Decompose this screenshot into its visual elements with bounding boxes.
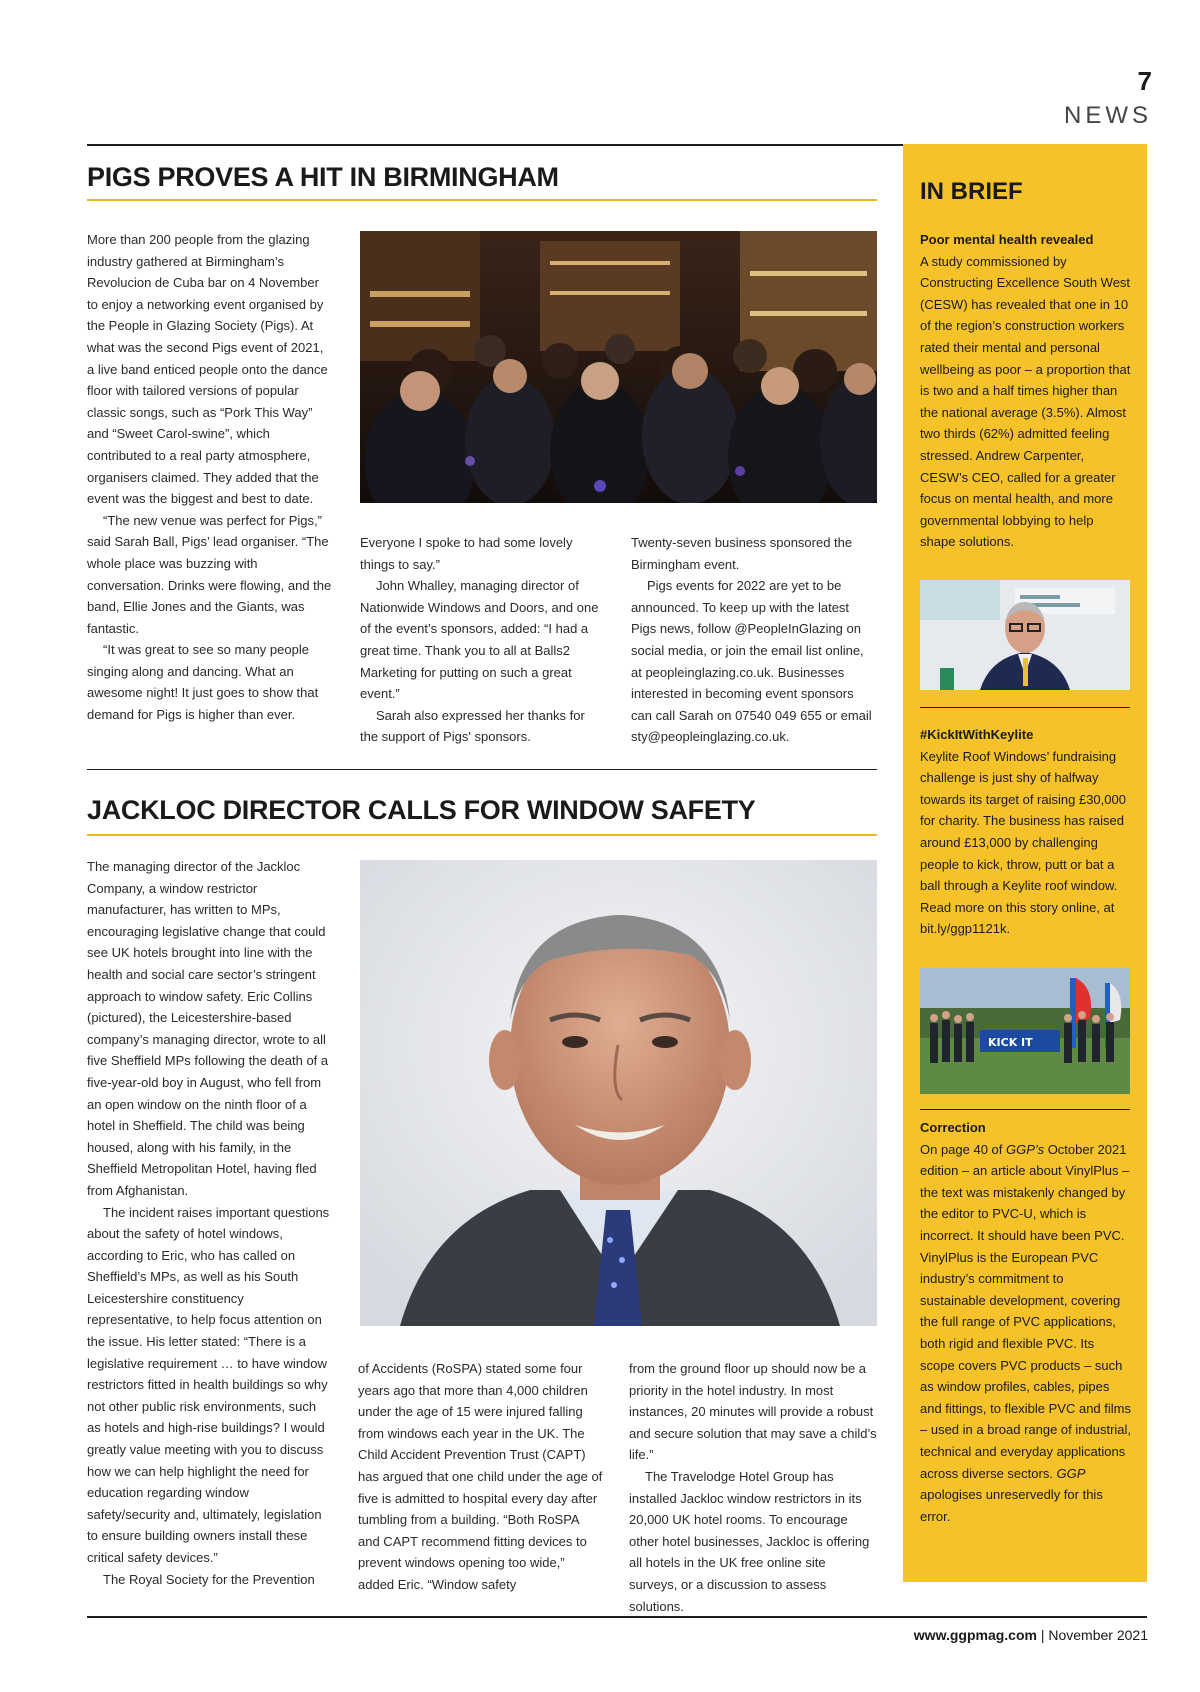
brief-body: Keylite Roof Windows’ fundraising challenge is just shy of halfway towards its target of raising £30,000 for charity. The business has raised around £13,000 by challenging people to kick, throw, putt or bat a ball through a Keylite roof window. Read more on this story online, at bit.ly/ggp1121k. (920, 748, 1126, 937)
article1-column-1 (87, 229, 333, 726)
article2-column-3 (629, 1358, 877, 1617)
andrew-carpenter-photo (920, 580, 1130, 690)
paragraph: “It was great to see so many people singing along and dancing. What an awesome night! It just goes to show that demand for Pigs is higher than ever. (87, 642, 319, 723)
article2-headline: JACKLOC DIRECTOR CALLS FOR WINDOW SAFETY (87, 795, 756, 825)
section-label: NEWS (1064, 102, 1152, 129)
paragraph: More than 200 people from the glazing industry gathered at Birmingham’s Revolucion de Cuba bar on 4 November to enjoy a networking event organised by the People in Glazing Society (Pigs). At what was the second Pigs event of 2021, a live band enticed people onto the dance floor with tailored versions of popular classic songs, such as “Pork This Way” and “Sweet Carol-swine”, which contributed to a real party atmosphere, organisers claimed. They added that the event was the biggest and best to date. (87, 232, 328, 507)
article2-column-1 (87, 856, 333, 1590)
brief-item-mental-health (920, 229, 1132, 553)
paragraph: from the ground floor up should now be a priority in the hotel industry. In most instances, 20 minutes will provide a robust and secure solution that may save a child’s life.” (629, 1361, 877, 1463)
article-divider (87, 769, 877, 770)
article1-column-2 (360, 532, 606, 748)
paragraph: Everyone I spoke to had some lovely things to say.” (360, 535, 573, 572)
brief-item-keylite (920, 724, 1132, 940)
brief-body: A study commissioned by Constructing Excellence South West (CESW) has revealed that one in 10 of the region’s construction workers rated their mental and personal wellbeing as poor – a proportion that is two and a half times higher than the national average (3.5%). Almost two thirds (62%) admitted feeling stressed. Andrew Carpenter, CESW’s CEO, called for a greater focus on mental health, and more governmental lobbying to help shape solutions. (920, 253, 1131, 550)
footer-separator: | (1036, 1627, 1049, 1643)
eric-collins-portrait (360, 860, 877, 1326)
banner-text: KICK IT (988, 1036, 1033, 1049)
paragraph: The incident raises important questions about the safety of hotel windows, according to Eric, who has called on Sheffield’s MPs, as well as his South Leicestershire constituency representative, to help focus attention on the issue. His letter stated: “There is a legislative requirement … to have window restrictors fitted in health buildings so why not other public risk environments, such as hotels and high-rise buildings? I would greatly value meeting with you to discuss how we can help highlight the need for education regarding window safety/security and, ultimately, legislation to ensure building owners install these critical safety devices.” (87, 1204, 330, 1565)
footer-date: November 2021 (1048, 1627, 1148, 1643)
publication-name: GGP’s (1006, 1141, 1045, 1157)
brief-heading: Correction (920, 1120, 986, 1135)
article2-headline-rule (87, 834, 877, 836)
brief-item-correction (920, 1117, 1132, 1527)
footer (914, 1627, 1148, 1643)
article1-headline-rule (87, 199, 877, 201)
speaker-illustration (920, 580, 1130, 690)
footer-site-link[interactable]: www.ggpmag.com (913, 1627, 1037, 1643)
page-number: 7 (1137, 66, 1152, 96)
sidebar-title: IN BRIEF (920, 178, 1023, 205)
footer-rule (87, 1616, 1147, 1618)
paragraph: John Whalley, managing director of Nationwide Windows and Doors, and one of the event’s sponsors, added: “I had a great time. Thank you to all at Balls2 Marketing for putting on such a great event.” (360, 578, 599, 702)
paragraph: The Travelodge Hotel Group has installed Jackloc window restrictors in its 20,000 UK hotel rooms. To encourage other hotel businesses, Jackloc is offering all hotels in the UK free online site surveys, or a discussion to assess solutions. (629, 1468, 870, 1614)
group-illustration (920, 968, 1130, 1094)
portrait-illustration (360, 860, 877, 1326)
brief-heading: #KickItWithKeylite (920, 727, 1034, 742)
brief-heading: Poor mental health revealed (920, 232, 1094, 247)
paragraph: Twenty-seven business sponsored the Birmingham event. (631, 535, 853, 572)
brief-body (920, 1139, 1132, 1528)
paragraph: The Royal Society for the Prevention (103, 1571, 315, 1587)
keylite-group-photo (920, 968, 1130, 1094)
article1-column-3 (631, 532, 877, 748)
paragraph: Pigs events for 2022 are yet to be announced. To keep up with the latest Pigs news, follow @PeopleInGlazing on social media, or join the email list online, at peopleinglazing.co.uk. Businesses interested in becoming event sponsors can call Sarah on 07540 049 655 or email sty@peopleinglazing.co.uk. (631, 578, 872, 745)
sidebar-divider (920, 707, 1130, 708)
paragraph: of Accidents (RoSPA) stated some four years ago that more than 4,000 children under the age of 15 were injured falling from windows each year in the UK. The Child Accident Prevention Trust (CAPT) has argued that one child under the age of five is admitted to hospital every day after tumbling from a building. “Both RoSPA and CAPT recommend fitting devices to prevent windows opening too wide,” added Eric. “Window safety (358, 1361, 603, 1592)
body-text: apologises unreservedly for this error. (920, 1487, 1103, 1524)
paragraph: The managing director of the Jackloc Company, a window restrictor manufacturer, has written to MPs, encouraging legislative change that could see UK hotels brought into line with the health and social care sector’s stringent approach to window safety. Eric Collins (pictured), the Leicestershire-based company’s managing director, wrote to all five Sheffield MPs following the death of a five-year-old boy in August, who fell from an open window on the ninth floor of a hotel in Sheffield. The child was being housed, along with his family, in the Sheffield Metropolitan Hotel, having fled from Afghanistan. (87, 859, 329, 1198)
top-rule (87, 144, 907, 146)
pigs-event-photo (360, 231, 877, 503)
crowd-illustration (360, 231, 877, 503)
paragraph: Sarah also expressed her thanks for the support of Pigs' sponsors. (360, 707, 585, 745)
sidebar-divider (920, 1109, 1130, 1110)
article2-column-2 (358, 1358, 604, 1596)
body-text: On page 40 of (920, 1141, 1007, 1157)
paragraph: “The new venue was perfect for Pigs,” said Sarah Ball, Pigs’ lead organiser. “The whole place was buzzing with conversation. Drinks were flowing, and the band, Ellie Jones and the Giants, was fantastic. (87, 512, 332, 636)
publication-name: GGP (1056, 1465, 1086, 1481)
article1-headline: PIGS PROVES A HIT IN BIRMINGHAM (87, 162, 559, 192)
body-text: October 2021 edition – an article about VinylPlus – the text was mistakenly changed by the editor to PVC-U, which is incorrect. It should have been PVC. VinylPlus is the European PVC industry’s commitment to sustainable development, covering the full range of PVC applications, both rigid and flexible PVC. Its scope covers PVC products – such as window profiles, cables, pipes and fittings, to flexible PVC and films – used in a broad range of industrial, technical and everyday applications across diverse sectors. (920, 1141, 1132, 1481)
